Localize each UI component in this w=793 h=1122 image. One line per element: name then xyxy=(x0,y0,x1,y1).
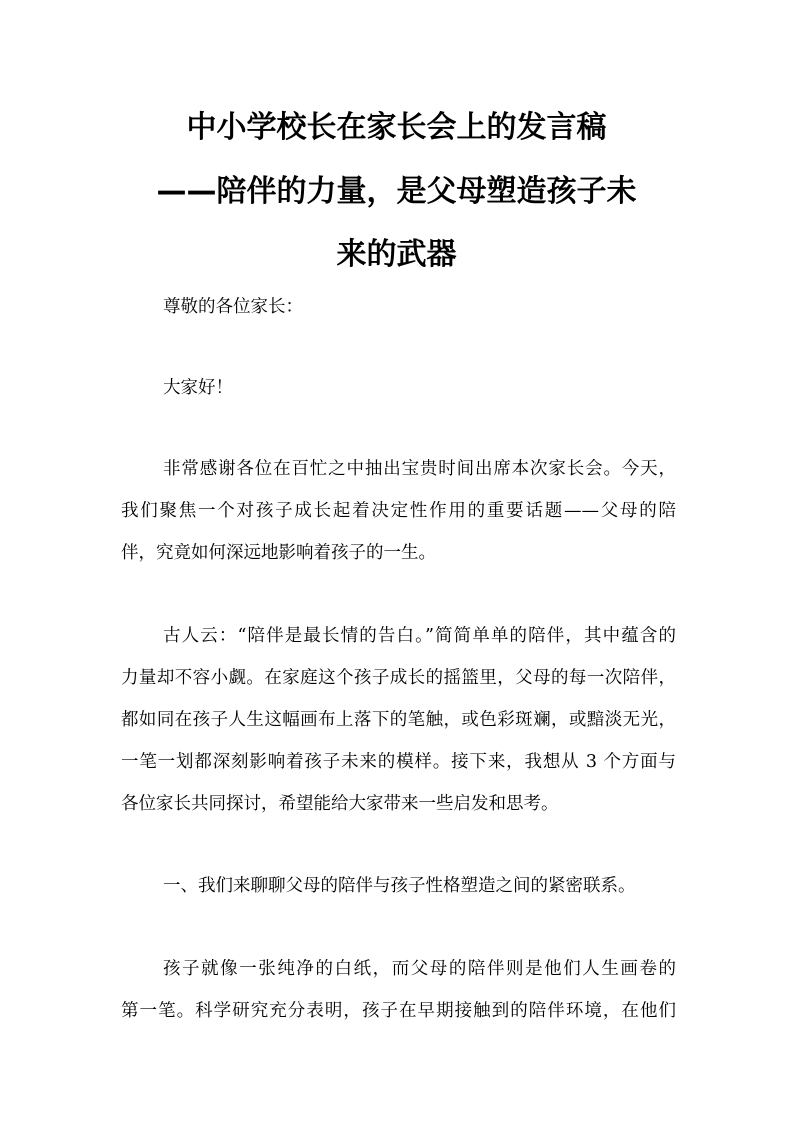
paragraph-line: 伴，究竟如何深远地影响着孩子的一生。 xyxy=(121,543,436,563)
paragraph-line: 力量却不容小觑。在家庭这个孩子成长的摇篮里，父母的每一次陪伴， xyxy=(121,668,676,688)
paragraph-line: 我们聚焦一个对孩子成长起着决定性作用的重要话题——父母的陪 xyxy=(121,501,676,521)
greeting: 大家好！ xyxy=(163,378,233,398)
paragraph-line: 第一笔。科学研究充分表明，孩子在早期接触到的陪伴环境，在他们 xyxy=(121,1001,676,1021)
salutation: 尊敬的各位家长： xyxy=(163,297,303,317)
paragraph-line: 各位家长共同探讨，希望能给大家带来一些启发和思考。 xyxy=(121,794,559,814)
paragraph-line: 非常感谢各位在百忙之中抽出宝贵时间出席本次家长会。今天， xyxy=(163,459,676,479)
paragraph-line: 古人云：“陪伴是最长情的告白。”简简单单的陪伴，其中蕴含的 xyxy=(163,626,676,646)
paragraph-line: 一笔一划都深刻影响着孩子未来的模样。接下来，我想从 3 个方面与 xyxy=(121,752,676,772)
title-line-1: 中小学校长在家长会上的发言稿 xyxy=(186,110,607,145)
paragraph-line: 都如同在孩子人生这幅画布上落下的笔触，或色彩斑斓，或黯淡无光， xyxy=(121,710,676,730)
section-heading-text: 一、我们来聊聊父母的陪伴与孩子性格塑造之间的紧密联系。 xyxy=(163,876,636,896)
title-line-2: ——陪伴的力量，是父母塑造孩子未 xyxy=(156,174,637,209)
title-line-3: 来的武器 xyxy=(336,237,457,272)
paragraph-line: 孩子就像一张纯净的白纸，而父母的陪伴则是他们人生画卷的 xyxy=(163,959,676,979)
